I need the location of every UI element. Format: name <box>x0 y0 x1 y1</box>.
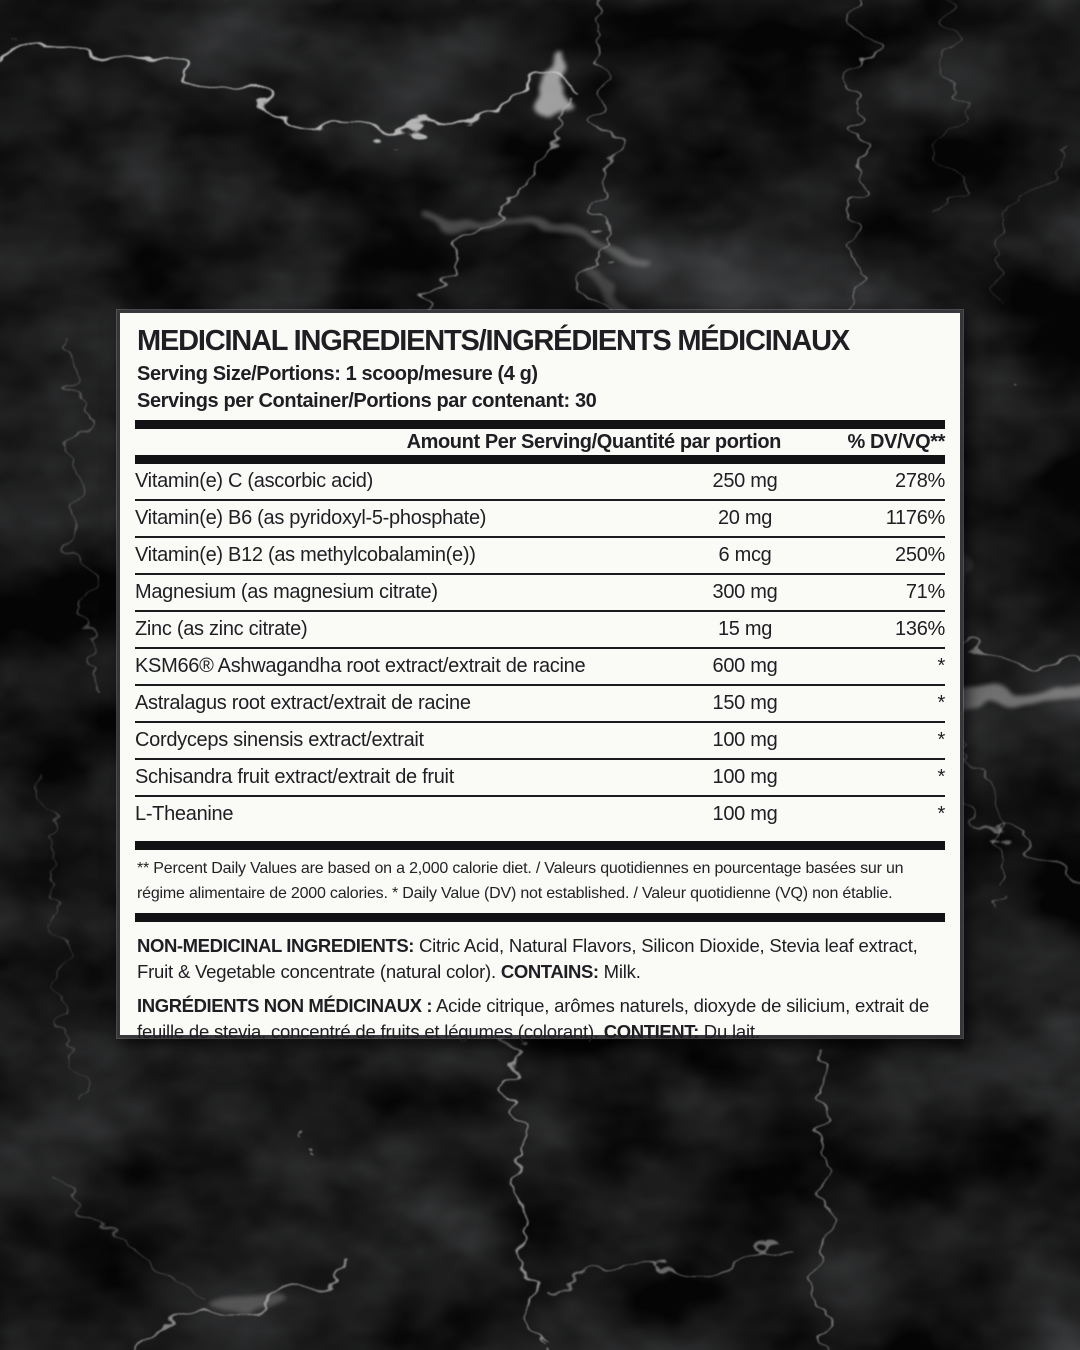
ingredient-amount: 300 mg <box>712 581 778 603</box>
ingredient-name: Vitamin(e) B12 (as methylcobalamin(e)) <box>135 544 476 566</box>
divider-bar <box>135 420 945 429</box>
ingredient-dv: 278% <box>895 470 945 492</box>
divider-bar <box>135 455 945 464</box>
ingredient-name: Magnesium (as magnesium citrate) <box>135 581 438 603</box>
ingredient-amount: 100 mg <box>712 766 778 788</box>
table-row <box>135 612 945 649</box>
ingredient-name: Vitamin(e) B6 (as pyridoxyl-5-phosphate) <box>135 507 487 529</box>
ingredient-name: Zinc (as zinc citrate) <box>135 618 308 640</box>
table-row <box>135 464 945 501</box>
ingredient-dv: * <box>937 692 945 714</box>
ingredient-dv: * <box>937 803 945 825</box>
column-header-amount: Amount Per Serving/Quantité par portion <box>406 431 781 453</box>
ingredient-dv: * <box>937 766 945 788</box>
ingredient-dv: 71% <box>905 581 945 603</box>
non-medicinal-ingredients-en <box>137 933 943 985</box>
non-medicinal-text-en: Citric Acid, Natural Flavors, Silicon Dioxide, Stevia leaf extract, Fruit & Vegetable concentrate (natural color). <box>137 935 918 982</box>
ingredient-name: Cordyceps sinensis extract/extrait <box>135 729 424 751</box>
table-row <box>135 686 945 723</box>
supplement-facts-panel <box>117 310 963 1042</box>
panel-title: MEDICINAL INGREDIENTS/INGRÉDIENTS MÉDICINAUX <box>137 325 849 357</box>
ingredient-amount: 100 mg <box>712 729 778 751</box>
ingredient-name: KSM66® Ashwagandha root extract/extrait de racine <box>135 655 586 677</box>
divider-bar <box>135 913 945 922</box>
ingredient-amount: 100 mg <box>712 803 778 825</box>
table-row <box>135 760 945 797</box>
ingredient-amount: 20 mg <box>717 507 773 529</box>
contains-text-fr: Du lait. <box>698 1021 760 1042</box>
non-medicinal-label-fr: INGRÉDIENTS NON MÉDICINAUX : <box>137 995 433 1016</box>
ingredient-amount: 150 mg <box>712 692 778 714</box>
non-medicinal-label-en: NON-MEDICINAL INGREDIENTS: <box>137 935 415 956</box>
daily-value-footnote: ** Percent Daily Values are based on a 2,000 calorie diet. / Valeurs quotidiennes en pourcentage basées sur un régime alimentaire de 2000 calories. * Daily Value (DV) not established. / Valeur quotidienne (VQ) non établie. <box>137 860 904 902</box>
ingredient-amount: 600 mg <box>712 655 778 677</box>
table-column-header <box>135 429 945 455</box>
ingredient-dv: 250% <box>895 544 945 566</box>
table-row <box>135 575 945 612</box>
divider-bar <box>135 841 945 850</box>
ingredient-name: Vitamin(e) C (ascorbic acid) <box>135 470 373 492</box>
table-row <box>135 501 945 538</box>
ingredient-dv: 136% <box>895 618 945 640</box>
ingredient-dv: 1176% <box>885 507 945 529</box>
ingredient-name: L-Theanine <box>135 803 234 825</box>
serving-size: Serving Size/Portions: 1 scoop/mesure (4 g) <box>137 363 538 385</box>
contains-label-fr: CONTIENT: <box>603 1021 699 1042</box>
non-medicinal-ingredients-fr <box>137 993 943 1045</box>
ingredient-name: Schisandra fruit extract/extrait de fruit <box>135 766 454 788</box>
column-header-dv: % DV/VQ** <box>847 431 945 453</box>
contains-text-en: Milk. <box>598 961 641 982</box>
ingredient-name: Astralagus root extract/extrait de racine <box>135 692 471 714</box>
ingredient-dv: * <box>937 655 945 677</box>
ingredient-dv: * <box>937 729 945 751</box>
ingredient-amount: 250 mg <box>712 470 778 492</box>
table-row <box>135 723 945 760</box>
table-row <box>135 649 945 686</box>
table-row <box>135 797 945 832</box>
non-medicinal-text-fr: Acide citrique, arômes naturels, dioxyde de silicium, extrait de feuille de stevia, concentré de fruits et légumes (colorant). <box>137 995 930 1042</box>
servings-per-container: Servings per Container/Portions par contenant: 30 <box>137 390 597 412</box>
ingredient-amount: 6 mcg <box>718 544 772 566</box>
ingredient-amount: 15 mg <box>717 618 773 640</box>
table-row <box>135 538 945 575</box>
contains-label-en: CONTAINS: <box>500 961 599 982</box>
ingredient-table <box>135 464 945 832</box>
